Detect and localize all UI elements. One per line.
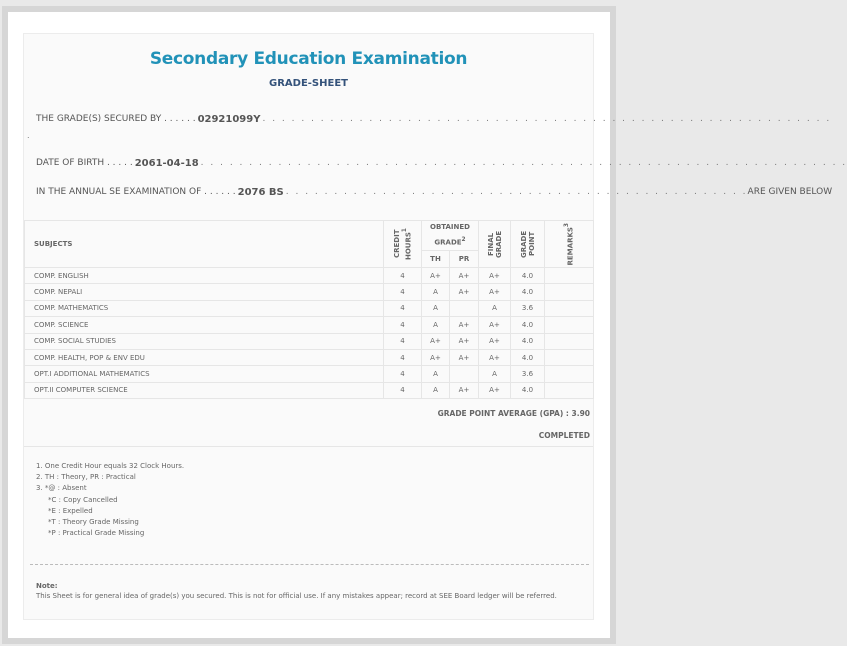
dob-label: DATE OF BIRTH . . . . . (36, 158, 133, 168)
cell-credit: 4 (384, 349, 422, 365)
footnote: *P : Practical Grade Missing (48, 529, 145, 538)
cell-th: A+ (422, 268, 450, 284)
page-title: Secondary Education Examination (149, 49, 468, 69)
cell-remarks (545, 317, 594, 333)
cell-remarks (545, 349, 594, 365)
table-row (25, 268, 594, 284)
cell-pr (450, 366, 479, 382)
status: COMPLETED (538, 431, 590, 440)
grades-table (24, 220, 594, 399)
header-grade-point: GRADE POINT (511, 221, 545, 268)
cell-credit: 4 (384, 382, 422, 398)
table-row (25, 300, 594, 316)
cell-remarks (545, 284, 594, 300)
header-subjects: SUBJECTS (25, 221, 384, 268)
cell-credit: 4 (384, 317, 422, 333)
cell-point: 3.6 (511, 366, 545, 382)
dob-line (36, 158, 847, 169)
page-frame (2, 6, 847, 644)
secured-by-label: THE GRADE(S) SECURED BY . . . . . . (36, 114, 196, 124)
cell-pr: A+ (450, 333, 479, 349)
divider (24, 446, 593, 447)
table-row (25, 317, 594, 333)
cell-remarks (545, 333, 594, 349)
cell-point: 4.0 (511, 284, 545, 300)
table-row (25, 366, 594, 382)
exam-label: IN THE ANNUAL SE EXAMINATION OF . . . . . . (36, 187, 236, 197)
cell-pr: A+ (450, 382, 479, 398)
page-subtitle: GRADE-SHEET (269, 78, 348, 89)
cell-point: 3.6 (511, 300, 545, 316)
cell-credit: 4 (384, 366, 422, 382)
cell-subject: COMP. NEPALI (25, 284, 384, 300)
cell-credit: 4 (384, 268, 422, 284)
cell-final: A (479, 366, 511, 382)
header-remarks: REMARKS$^3$ (545, 221, 594, 268)
cell-final: A+ (479, 284, 511, 300)
cell-final: A+ (479, 333, 511, 349)
cell-credit: 4 (384, 300, 422, 316)
panel (8, 12, 847, 638)
cell-final: A+ (479, 268, 511, 284)
table-row (25, 284, 594, 300)
cell-th: A (422, 366, 450, 382)
cell-final: A+ (479, 317, 511, 333)
header-pr: PR (450, 251, 479, 268)
dashed-divider (30, 564, 589, 565)
cell-point: 4.0 (511, 349, 545, 365)
dots: . . . . . . . . . . . . . . . . . . . . . . . . . . . . . . . . . . . . . . . . . . . . . . . . (285, 187, 748, 197)
table-row (25, 382, 594, 398)
cell-th: A (422, 382, 450, 398)
cell-final: A (479, 300, 511, 316)
cell-point: 4.0 (511, 333, 545, 349)
footnotes (36, 461, 184, 539)
header-final-grade: FINAL GRADE (479, 221, 511, 268)
cell-th: A (422, 317, 450, 333)
exam-suffix: ARE GIVEN BELOW (747, 187, 833, 197)
dots: . . . . . . . . . . . . . . . . . . . . . . . . . . . . . . . . . . . . . . . . . . . . . . . . . . . . . . . . . . . (262, 114, 832, 124)
symbol-number: 02921099Y (197, 114, 261, 125)
cell-pr (450, 300, 479, 316)
cell-subject: COMP. SOCIAL STUDIES (25, 333, 384, 349)
header-obtained-grade: OBTAINED GRADE$^2$ (422, 221, 479, 251)
dob-value: 2061-04-18 (134, 158, 199, 169)
note-text: This Sheet is for general idea of grade(s) you secured. This is not for official use. If any mistakes appear; record at SEE Board ledger will be referred. (36, 592, 557, 600)
cell-subject: COMP. SCIENCE (25, 317, 384, 333)
cell-final: A+ (479, 349, 511, 365)
cell-th: A (422, 284, 450, 300)
cell-th: A+ (422, 333, 450, 349)
footnote: *T : Theory Grade Missing (48, 518, 139, 527)
cell-th: A+ (422, 349, 450, 365)
cell-pr: A+ (450, 268, 479, 284)
cell-point: 4.0 (511, 317, 545, 333)
cell-point: 4.0 (511, 268, 545, 284)
secured-by-line (36, 114, 832, 125)
footnote: 3. *@ : Absent (36, 484, 87, 493)
note (36, 581, 557, 601)
footnote: 1. One Credit Hour equals 32 Clock Hours. (36, 462, 185, 470)
cell-subject: OPT.II COMPUTER SCIENCE (25, 382, 384, 398)
cell-remarks (545, 366, 594, 382)
footnote: 2. TH : Theory, PR : Practical (36, 473, 136, 482)
cell-pr: A+ (450, 349, 479, 365)
cell-subject: COMP. HEALTH, POP & ENV EDU (25, 349, 384, 365)
exam-year: 2076 BS (237, 187, 284, 198)
cell-point: 4.0 (511, 382, 545, 398)
cell-remarks (545, 268, 594, 284)
footnote: *C : Copy Cancelled (48, 495, 118, 504)
cell-subject: COMP. ENGLISH (25, 268, 384, 284)
note-label: Note: (36, 582, 58, 590)
cell-credit: 4 (384, 284, 422, 300)
gpa: GRADE POINT AVERAGE (GPA) : 3.90 (437, 409, 590, 418)
grade-sheet (23, 33, 847, 620)
cell-pr: A+ (450, 317, 479, 333)
table-row (25, 349, 594, 365)
cell-credit: 4 (384, 333, 422, 349)
footnote: *E : Expelled (48, 506, 93, 515)
cell-pr: A+ (450, 284, 479, 300)
exam-line (36, 187, 833, 198)
cell-th: A (422, 300, 450, 316)
header-credit-hours: CREDIT HOURS$^1$ (384, 221, 422, 268)
cell-subject: OPT.I ADDITIONAL MATHEMATICS (25, 366, 384, 382)
table-row (25, 333, 594, 349)
cell-remarks (545, 300, 594, 316)
cell-subject: COMP. MATHEMATICS (25, 300, 384, 316)
dots: . . . . . . . . . . . . . . . . . . . . . . . . . . . . . . . . . . . . . . . . . . . . . . . . . . . . . . . . . . . . . . . . . . . (200, 158, 847, 168)
cell-final: A+ (479, 382, 511, 398)
dot: . (27, 131, 30, 140)
cell-remarks (545, 382, 594, 398)
header-th: TH (422, 251, 450, 268)
